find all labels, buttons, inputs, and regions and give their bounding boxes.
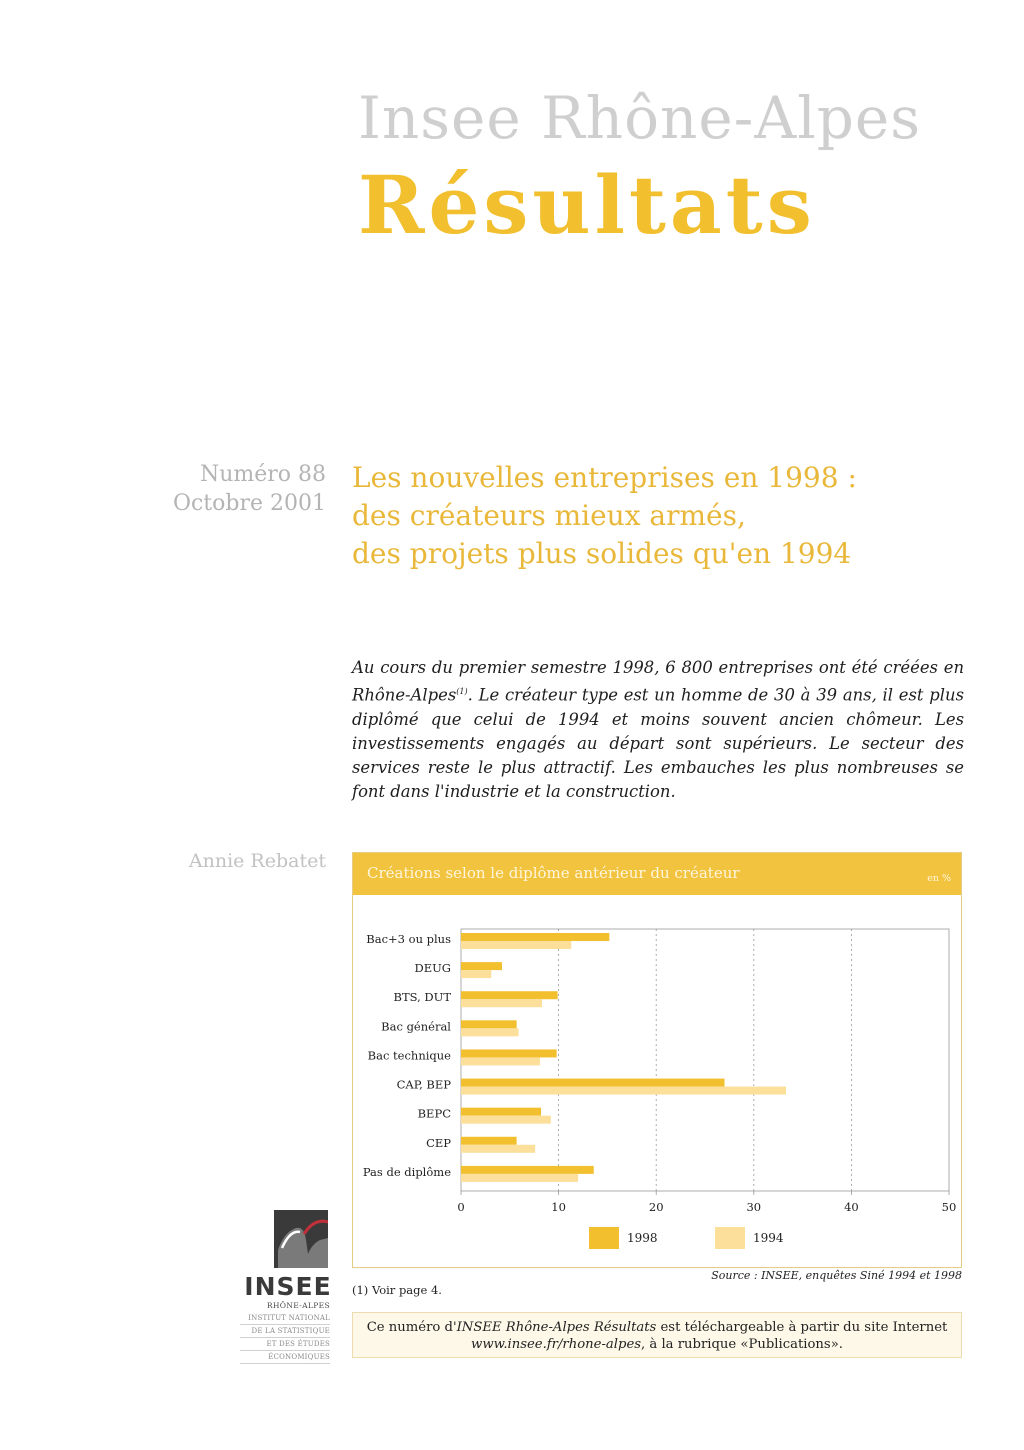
chart-title: Créations selon le diplôme antérieur du créateur xyxy=(367,864,740,882)
bar-1998 xyxy=(461,1049,557,1057)
bar-1998 xyxy=(461,1166,594,1174)
category-label: Bac+3 ou plus xyxy=(366,932,451,946)
category-label: BEPC xyxy=(417,1106,451,1121)
abstract xyxy=(352,656,964,805)
bar-1994 xyxy=(461,1116,551,1124)
logo-tagline-line: ET DES ÉTUDES xyxy=(240,1338,330,1351)
legend-swatch xyxy=(589,1227,619,1249)
issue-date: Octobre 2001 xyxy=(172,491,326,516)
category-label: Bac général xyxy=(381,1019,451,1034)
category-label: Bac technique xyxy=(367,1048,451,1063)
bar-1998 xyxy=(461,1079,725,1087)
category-label: CAP, BEP xyxy=(396,1077,451,1092)
chart-unit: en % xyxy=(927,873,951,884)
bar-1998 xyxy=(461,1108,541,1116)
category-label: BTS, DUT xyxy=(393,990,451,1005)
legend-swatch xyxy=(715,1227,745,1249)
masthead-title: Insee Rhône-Alpes xyxy=(358,84,921,152)
download-notice xyxy=(352,1312,962,1358)
logo-region: RHÔNE-ALPES xyxy=(266,1301,330,1310)
headline-line: des créateurs mieux armés, xyxy=(352,499,746,532)
x-tick-label: 40 xyxy=(844,1200,859,1214)
chart-panel xyxy=(352,852,962,1268)
author: Annie Rebatet xyxy=(188,850,326,872)
bar-chart xyxy=(353,895,961,1267)
category-label: CEP xyxy=(426,1135,451,1150)
bar-1994 xyxy=(461,1087,786,1095)
bar-1994 xyxy=(461,1174,578,1182)
x-tick-label: 0 xyxy=(457,1200,465,1214)
x-tick-label: 10 xyxy=(551,1200,566,1214)
bar-1994 xyxy=(461,970,491,978)
download-text: est téléchargeable à partir du site Internet xyxy=(656,1320,948,1335)
insee-logo xyxy=(240,1208,336,1360)
footnote: (1) Voir page 4. xyxy=(352,1283,442,1297)
headline-line: des projets plus solides qu'en 1994 xyxy=(352,537,852,570)
download-text: , à la rubrique «Publications». xyxy=(641,1337,843,1352)
download-text: Ce numéro d' xyxy=(366,1320,457,1335)
x-tick-label: 30 xyxy=(746,1200,762,1214)
footnote-ref: (1) xyxy=(456,687,468,697)
logo-tagline-line: INSTITUT NATIONAL xyxy=(240,1312,330,1325)
logo-tagline-line: DE LA STATISTIQUE xyxy=(240,1325,330,1338)
legend-label: 1994 xyxy=(753,1231,784,1245)
bar-1994 xyxy=(461,941,571,949)
bar-1994 xyxy=(461,1145,535,1153)
masthead-subtitle: Résultats xyxy=(358,158,816,252)
bar-1994 xyxy=(461,1028,519,1036)
issue-info xyxy=(173,460,326,518)
bar-1994 xyxy=(461,999,542,1007)
headline-line: Les nouvelles entreprises en 1998 : xyxy=(352,461,857,494)
publication-title: INSEE Rhône-Alpes Résultats xyxy=(456,1320,657,1335)
bar-1998 xyxy=(461,962,502,970)
logo-tagline xyxy=(240,1312,330,1364)
bar-1998 xyxy=(461,1020,517,1028)
category-label: Pas de diplôme xyxy=(362,1164,451,1179)
x-tick-label: 20 xyxy=(648,1200,664,1214)
insee-logo-icon xyxy=(274,1210,328,1268)
category-label: DEUG xyxy=(414,961,451,976)
abstract-text: Au cours du premier semestre 1998, 6 800 entreprises ont été créées en Rhône-Alpes xyxy=(352,658,964,705)
chart-source: Source : INSEE, enquêtes Siné 1994 et 1998 xyxy=(711,1269,962,1282)
logo-tagline-line: ÉCONOMIQUES xyxy=(240,1351,330,1364)
bar-1998 xyxy=(461,933,609,941)
legend-label: 1998 xyxy=(627,1231,658,1245)
headline xyxy=(352,459,992,573)
bar-1998 xyxy=(461,1137,517,1145)
issue-number: Numéro 88 xyxy=(199,462,326,487)
logo-wordmark: INSEE xyxy=(244,1272,332,1301)
chart-header xyxy=(353,853,961,895)
bar-1998 xyxy=(461,991,558,999)
bar-1994 xyxy=(461,1057,540,1065)
x-tick-label: 50 xyxy=(941,1200,957,1214)
abstract-text: . Le créateur type est un homme de 30 à 39 ans, il est plus diplômé que celui de 1994 et moins souvent ancien chômeur. Les investissements engagés au départ sont supérieurs. Le secteur des services reste le plus attractif. Les embauches les plus nombreuses se font dans l'industrie et la construction. xyxy=(352,685,964,802)
website-link[interactable]: www.insee.fr/rhone-alpes xyxy=(471,1337,642,1352)
